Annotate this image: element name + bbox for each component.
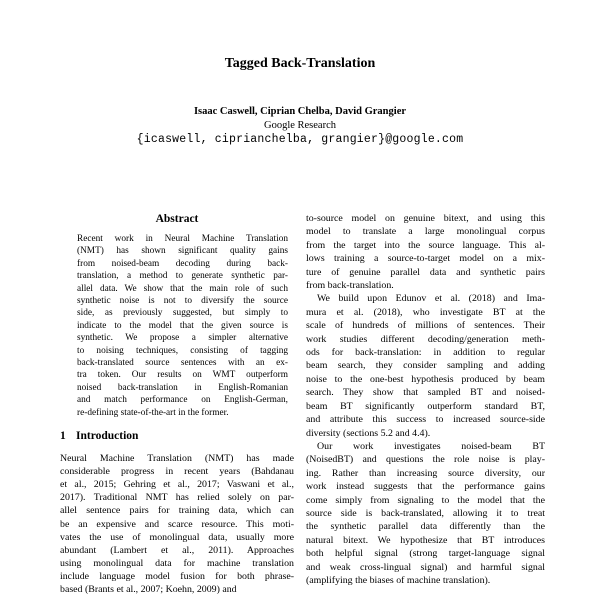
text-line: be an expensive and scarce resource. This moti- xyxy=(60,518,294,530)
paragraph xyxy=(306,212,545,292)
authors-line: Isaac Caswell, Ciprian Chelba, David Grangier xyxy=(193,106,407,117)
text-line: et al., 2015; Gehring et al., 2017; Vaswani et al., xyxy=(60,479,294,491)
text-line: indicate to the model that the given source is xyxy=(77,320,288,331)
text-line: 2017). Traditional NMT has relied solely on par- xyxy=(60,492,294,504)
right-column xyxy=(306,212,545,587)
text-line: allel sentence pairs for training data, which can xyxy=(60,505,294,517)
text-line: ing. Rather than increasing source diversity, our xyxy=(306,467,545,479)
text-line: and attribute this success to increased source-side xyxy=(306,414,545,426)
text-line: from the target into the source language. This al- xyxy=(306,239,545,251)
text-line: Our work investigates noised-beam BT xyxy=(317,440,545,452)
text-line: from back-translation. xyxy=(306,280,394,292)
text-line: work studies different decoding/generation meth- xyxy=(306,333,545,345)
text-line: lows training a source-to-target model on a mix- xyxy=(306,253,545,265)
text-line: synthetic noise is not to diversify the source xyxy=(77,296,288,307)
text-line: natural bitext. We hypothesize that BT introduces xyxy=(306,534,545,546)
text-line: to noising techniques, consisting of tagging xyxy=(77,345,288,356)
text-line: using monolingual data for machine translation xyxy=(60,557,294,569)
text-line: re-defining state-of-the-art in the former. xyxy=(77,407,229,418)
text-line: to-source model on genuine bitext, and using this xyxy=(306,213,545,224)
text-line: from noised-beam decoding during back- xyxy=(77,258,288,269)
text-line: the synthetic parallel data differently than the xyxy=(306,521,545,533)
text-line: diversity (sections 5.2 and 4.4). xyxy=(306,427,431,439)
paper-title: Tagged Back-Translation xyxy=(224,56,376,71)
email-line: {icaswell, ciprianchelba, grangier}@google.com xyxy=(136,133,464,146)
text-line: ture of genuine parallel data and synthetic pairs xyxy=(306,266,545,278)
text-line: Neural Machine Translation (NMT) has made xyxy=(60,453,294,465)
text-line: translation, a method to generate synthetic par- xyxy=(77,271,288,282)
section-heading-introduction xyxy=(60,429,294,443)
text-line: We build upon Edunov et al. (2018) and Ima- xyxy=(317,293,545,305)
text-line: (NoisedBT) and questions the role noise is play- xyxy=(306,454,545,466)
section-title: Introduction xyxy=(76,430,139,443)
left-column xyxy=(60,212,294,596)
introduction-body xyxy=(60,452,294,596)
text-line: back-translated source sentences with an ex- xyxy=(77,358,288,369)
text-line: abundant (Lambert et al., 2011). Approaches xyxy=(60,544,294,556)
text-line: tra token. Our results on WMT outperform xyxy=(77,370,288,381)
paragraph xyxy=(306,440,545,587)
abstract-body xyxy=(77,233,288,419)
text-line: and match performance on English-German, xyxy=(77,395,288,406)
text-line: work instead suggests that the performance gains xyxy=(306,481,545,493)
text-line: search. They show that sampled BT and noised- xyxy=(306,387,545,399)
text-line: both helpful signal (strong target-language signal xyxy=(306,548,545,560)
text-line: noised back-translation in English-Romanian xyxy=(77,382,288,393)
text-line: beam BT significantly outperform standard BT, xyxy=(306,400,545,412)
section-number: 1 xyxy=(60,430,66,443)
text-line: noise to the one-best hypothesis produced by beam xyxy=(306,373,545,385)
text-line: mura et al. (2018), who investigate BT at the xyxy=(306,306,545,318)
abstract-section xyxy=(60,212,294,419)
text-line: and weak cross-lingual signal) and harmful signal xyxy=(306,561,545,573)
text-line: source side is back-translated, allowing it to treat xyxy=(306,507,545,519)
text-line: include language model fusion for both phrase- xyxy=(60,570,294,582)
text-line: (amplifying the biases of machine translation). xyxy=(306,574,491,586)
text-line: model to translate a large monolingual corpus xyxy=(306,226,545,238)
text-line: ods for back-translation: in addition to regular xyxy=(306,347,545,359)
text-line: Recent work in Neural Machine Translation xyxy=(77,234,288,244)
text-line: synthetic. We propose a simpler alternative xyxy=(77,333,288,344)
paragraph xyxy=(306,292,545,439)
text-line: scale of hundreds of millions of sentences. Their xyxy=(306,320,545,332)
text-line: come simply from signaling to the model that the xyxy=(306,494,545,506)
text-line: vates the use of monolingual data, usually more xyxy=(60,531,294,543)
text-line: side, as previously suggested, but simply to xyxy=(77,308,288,319)
text-line: based (Brants et al., 2007; Koehn, 2009) and xyxy=(60,584,237,596)
abstract-heading: Abstract xyxy=(155,213,199,225)
text-line: allel data. We show that the main role of such xyxy=(77,283,288,294)
affiliation-line: Google Research xyxy=(263,120,336,131)
text-line: beam search, they consider sampling and adding xyxy=(306,360,545,372)
text-line: considerable progress in recent years (Bahdanau xyxy=(60,466,294,478)
text-line: (NMT) has shown significant quality gains xyxy=(77,246,288,257)
